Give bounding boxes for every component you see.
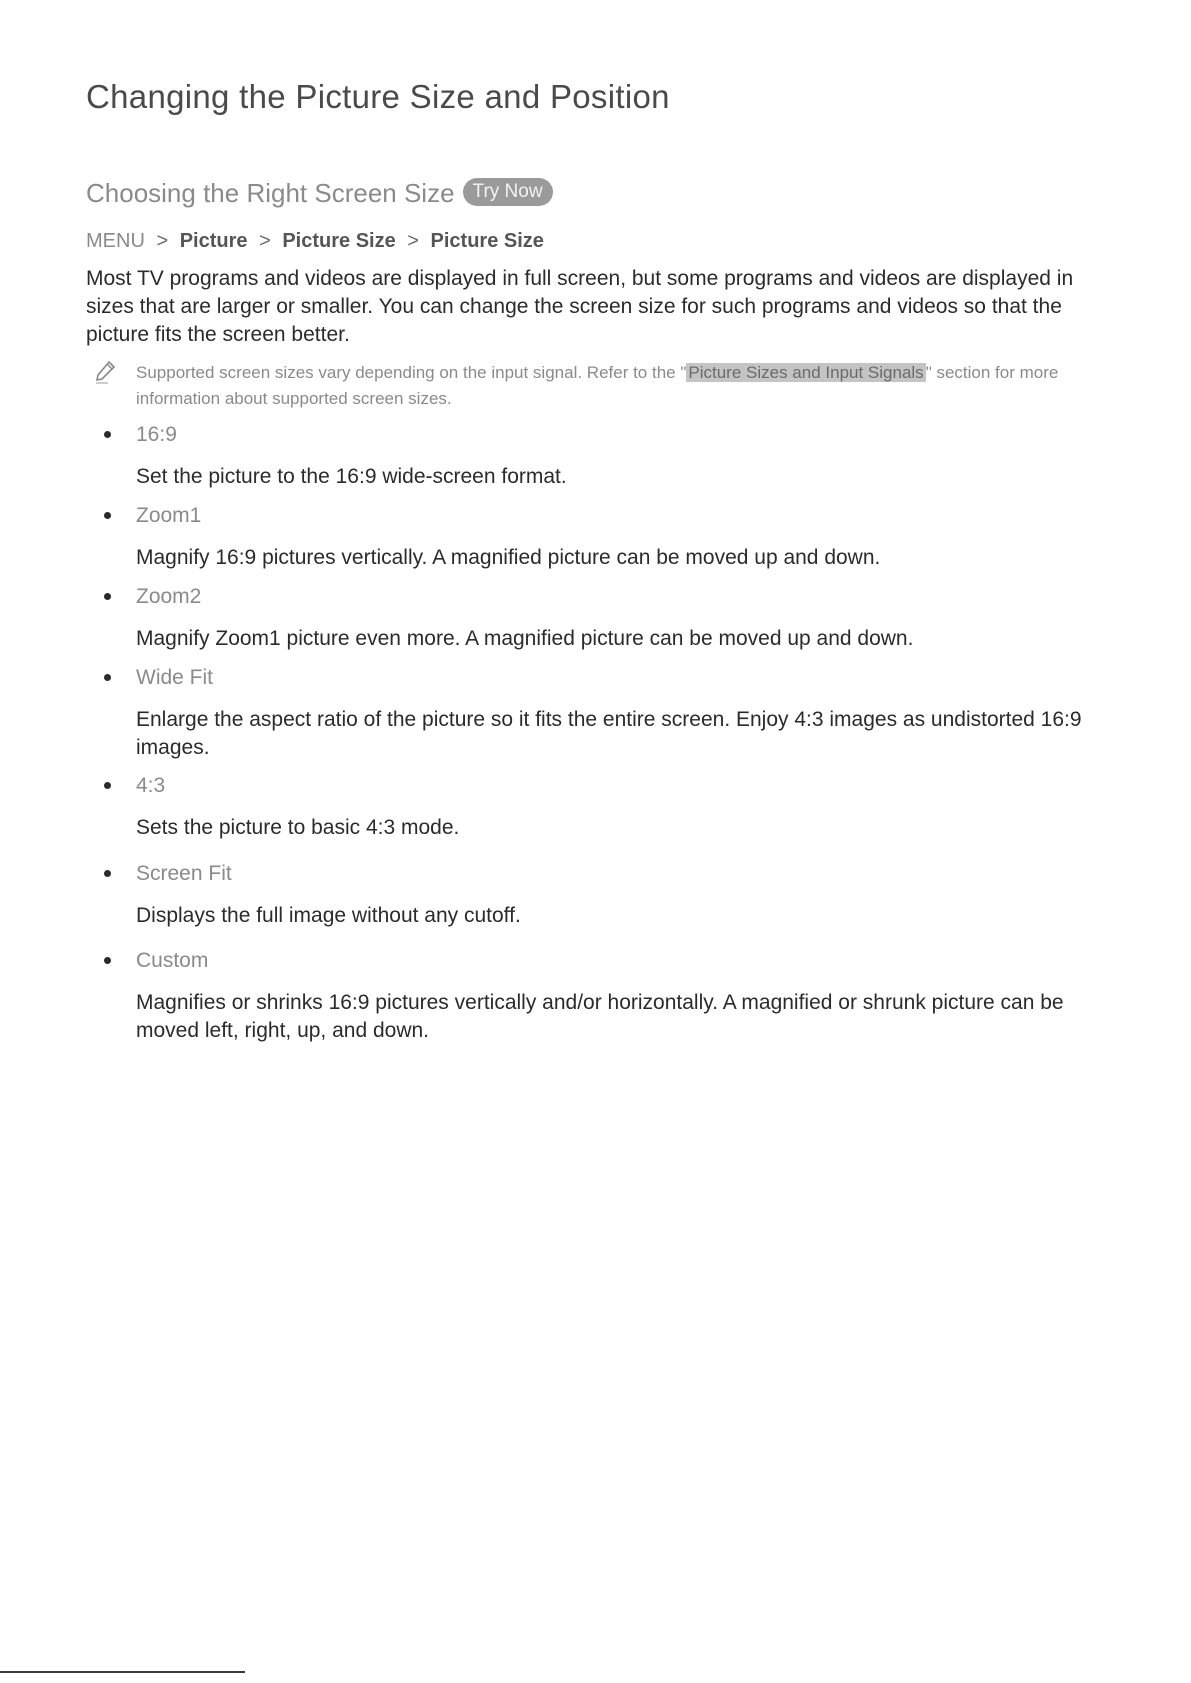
option-zoom2	[96, 583, 1126, 664]
bullet	[104, 782, 111, 789]
bullet	[104, 593, 111, 600]
footer-rule	[0, 1671, 245, 1673]
option-description: Enlarge the aspect ratio of the picture so it fits the entire screen. Enjoy 4:3 images as undistorted 16:9 images.	[136, 708, 1082, 759]
option-label: Zoom2	[136, 585, 202, 608]
option-label: 4:3	[136, 774, 166, 797]
section-heading	[86, 178, 553, 209]
option-label: Custom	[136, 949, 209, 972]
intro-paragraph: Most TV programs and videos are displayed in full screen, but some programs and videos are displayed in sizes that are larger or smaller. You can change the screen size for such programs and videos so that the picture fits the screen better.	[86, 267, 1074, 346]
option-wide-fit	[96, 664, 1126, 772]
option-screen-fit	[96, 860, 1126, 947]
menu-path-separator: >	[156, 230, 169, 252]
menu-path-breadcrumb	[86, 230, 544, 253]
bullet	[104, 512, 111, 519]
bullet	[104, 431, 111, 438]
option-description: Magnify Zoom1 picture even more. A magnified picture can be moved up and down.	[136, 627, 914, 650]
menu-path-item-picture-size-2: Picture Size	[430, 230, 544, 252]
option-zoom1	[96, 502, 1126, 583]
menu-path-separator: >	[407, 230, 419, 252]
bullet	[104, 870, 111, 877]
section-heading-text: Choosing the Right Screen Size	[86, 178, 455, 208]
option-description: Set the picture to the 16:9 wide-screen format.	[136, 465, 567, 488]
option-description: Magnify 16:9 pictures vertically. A magnified picture can be moved up and down.	[136, 546, 881, 569]
option-16-9	[96, 421, 1126, 502]
menu-path-item-picture: Picture	[179, 230, 248, 252]
option-description: Sets the picture to basic 4:3 mode.	[136, 816, 460, 839]
option-4-3	[96, 772, 1126, 860]
menu-path-separator: >	[259, 230, 271, 252]
option-label: Wide Fit	[136, 666, 214, 689]
option-description: Displays the full image without any cutoff.	[136, 904, 521, 927]
option-label: Zoom1	[136, 504, 202, 527]
pencil-note-icon	[94, 360, 116, 384]
option-label: 16:9	[136, 423, 177, 446]
try-now-button[interactable]: Try Now	[463, 178, 553, 206]
page-title: Changing the Picture Size and Position	[86, 78, 670, 115]
menu-path-item-picture-size: Picture Size	[282, 230, 396, 252]
note-text-before: Supported screen sizes vary depending on the input signal. Refer to the "	[136, 363, 687, 382]
note-text-after: " section for more information about supported screen sizes.	[136, 363, 1059, 408]
option-label: Screen Fit	[136, 862, 232, 885]
picture-sizes-link[interactable]: Picture Sizes and Input Signals	[688, 363, 924, 382]
option-description: Magnifies or shrinks 16:9 pictures vertically and/or horizontally. A magnified or shrunk picture can be moved left, right, up, and down.	[136, 991, 1064, 1042]
bullet	[104, 674, 111, 681]
note-text	[136, 360, 1106, 412]
menu-path-root: MENU	[86, 230, 145, 252]
bullet	[104, 957, 111, 964]
option-custom	[96, 947, 1126, 1057]
picture-size-options-list	[96, 421, 1126, 1057]
